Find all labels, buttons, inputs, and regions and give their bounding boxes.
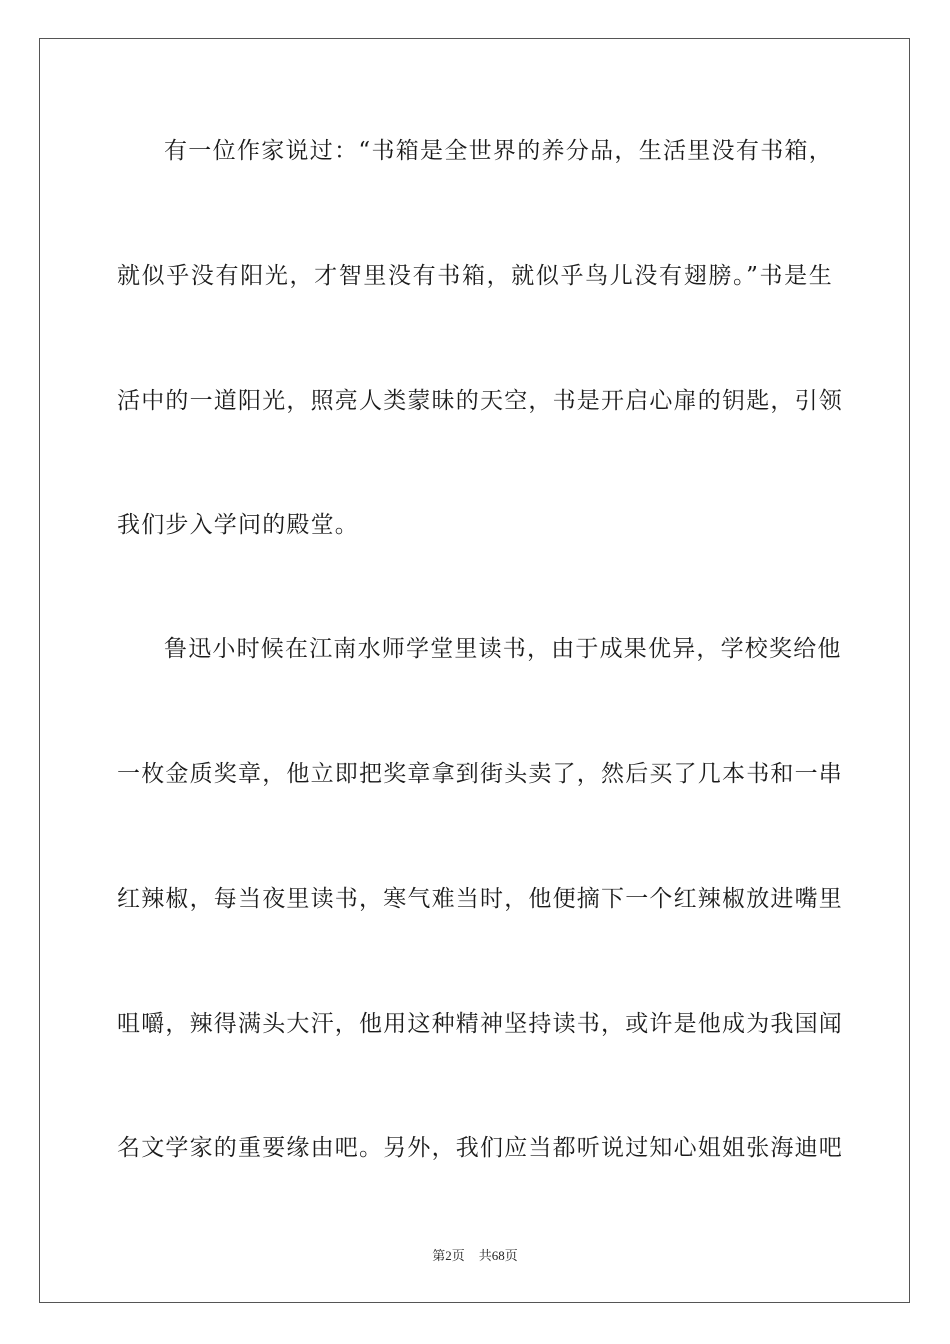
paragraph-1-line-4: 我们步入学问的殿堂。 — [117, 512, 359, 538]
page-footer — [0, 1247, 950, 1265]
paragraph-2-line-1: 鲁迅小时候在江南水师学堂里读书，由于成果优异，学校奖给他 — [164, 636, 842, 662]
paragraph-2-line-3: 红辣椒，每当夜里读书，寒气难当时，他便摘下一个红辣椒放进嘴里 — [117, 886, 843, 912]
page-border — [39, 38, 910, 1303]
paragraph-1-line-2: 就似乎没有阳光，才智里没有书箱，就似乎鸟儿没有翅膀。”书是生 — [117, 263, 833, 289]
paragraph-2-line-4: 咀嚼，辣得满头大汗，他用这种精神坚持读书，或许是他成为我国闻 — [117, 1011, 843, 1037]
paragraph-1-line-3: 活中的一道阳光，照亮人类蒙昧的天空，书是开启心扉的钥匙，引领 — [117, 388, 843, 414]
paragraph-2-line-5: 名文学家的重要缘由吧。另外，我们应当都听说过知心姐姐张海迪吧 — [117, 1135, 843, 1161]
page-number: 第2页 — [432, 1248, 465, 1263]
page-total: 共68页 — [478, 1248, 518, 1263]
paragraph-2-line-2: 一枚金质奖章，他立即把奖章拿到街头卖了，然后买了几本书和一串 — [117, 761, 843, 787]
paragraph-1-line-1: 有一位作家说过：“书箱是全世界的养分品，生活里没有书箱， — [164, 138, 833, 164]
